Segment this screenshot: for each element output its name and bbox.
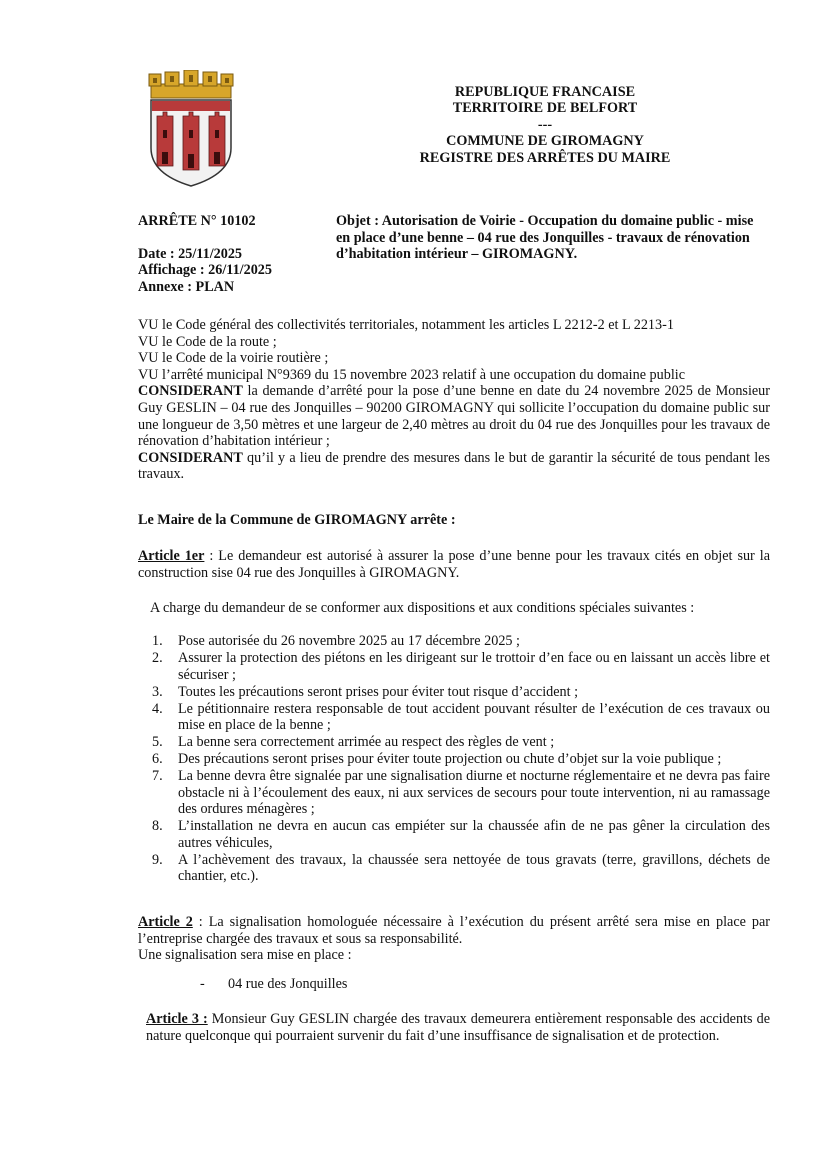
vu-arrete-municipal: VU l’arrêté municipal N°9369 du 15 novembre 2023 relatif à une occupation du domaine public — [138, 366, 686, 383]
arrete-meta — [138, 213, 272, 295]
list-item: 7. La benne devra être signalée par une signalisation diurne et nocturne réglementaire et ne devra pas faire obstacle ni à l’écoulement des eaux, ni aux services de secours pour toute intervention, ni au ramassage des ordures ménagères ; — [152, 768, 770, 818]
considerant-label: CONSIDERANT — [138, 383, 243, 400]
considerant-demande-text: la demande d’arrêté pour la pose d’une benne en date du 24 novembre 2025 de Monsieur Guy GESLIN – 04 rue des Jonquilles – 90200 GIROMAGNY qui sollicite l’occupation du domaine public sur une longueur de 3,50 mètres et une largeur de 2,40 mètres au droit du 04 rue des Jonquilles pour les travaux de rénovation d’habitation intérieur ; — [138, 383, 770, 450]
list-item: 4. Le pétitionnaire restera responsable de tout accident pouvant résulter de l’exécution de ces travaux ou mise en place de la benne ; — [152, 700, 770, 734]
location-text: 04 rue des Jonquilles — [228, 976, 348, 992]
header-territoire: TERRITOIRE DE BELFORT — [452, 100, 638, 117]
list-item: 8. L’installation ne devra en aucun cas empiéter sur la chaussée afin de ne pas gêner la circulation des autres véhicules, — [152, 818, 770, 851]
objet-text: Autorisation de Voirie - Occupation du domaine public - mise en place d’une benne – 04 rue des Jonquilles - travaux de rénovation d’habitation intérieur – GIROMAGNY. — [336, 213, 754, 263]
arrete-affichage: Affichage : 26/11/2025 — [138, 262, 272, 279]
list-item: 1. Pose autorisée du 26 novembre 2025 au 17 décembre 2025 ; — [152, 633, 520, 649]
considerant-label: CONSIDERANT — [138, 449, 243, 466]
header-republique: REPUBLIQUE FRANCAISE — [454, 84, 636, 100]
document-header — [395, 84, 695, 166]
considerant-securite — [138, 450, 770, 483]
list-item: 9. A l’achèvement des travaux, la chaussée sera nettoyée de tous gravats (terre, gravillons, déchets de chantier, etc.). — [152, 851, 770, 885]
article-1 — [138, 548, 770, 581]
considerant-securite-text: qu’il y a lieu de prendre des mesures dans le but de garantir la sécurité de tous pendant les travaux. — [138, 449, 770, 483]
article-3-label: Article 3 : — [146, 1011, 208, 1027]
signalisation-location — [200, 976, 347, 993]
article-1-label: Article 1er — [138, 548, 205, 564]
dash-bullet: - — [200, 976, 205, 992]
arrete-annexe: Annexe : PLAN — [138, 278, 235, 295]
conditions-intro: A charge du demandeur de se conformer aux dispositions et aux conditions spéciales suivantes : — [150, 600, 695, 616]
article-1-text: : Le demandeur est autorisé à assurer la pose d’une benne pour les travaux cités en objet sur la construction sise 04 rue des Jonquilles à GIROMAGNY. — [138, 548, 770, 581]
article-2 — [138, 914, 770, 964]
vu-code-route: VU le Code de la route ; — [138, 333, 277, 350]
vu-code-voirie: VU le Code de la voirie routière ; — [138, 350, 329, 367]
article-3-text: Monsieur Guy GESLIN chargée des travaux demeurera entièrement responsable des accidents de nature quelconque qui pourraient survenir du fait d’une insuffisance de signalisation et de protection. — [146, 1011, 770, 1044]
header-separator: --- — [537, 116, 553, 133]
header-commune: COMMUNE DE GIROMAGNY — [446, 133, 644, 150]
conditions-list — [148, 633, 770, 885]
article-2-signalisation: Une signalisation sera mise en place : — [138, 947, 352, 964]
maire-arrete-heading: Le Maire de la Commune de GIROMAGNY arrête : — [138, 512, 456, 528]
article-2-label: Article 2 — [138, 914, 193, 930]
article-2-text: : La signalisation homologuée nécessaire à l’exécution du présent arrêté sera mise en place par l’entreprise chargée des travaux et sous sa responsabilité. — [138, 914, 770, 947]
vu-cgct: VU le Code général des collectivités territoriales, notamment les articles L 2212-2 et L 2213-1 — [138, 317, 674, 333]
considerant-demande — [138, 383, 770, 449]
objet-label: Objet : — [336, 213, 379, 229]
article-3 — [146, 1011, 770, 1044]
giromagny-coat-of-arms — [143, 70, 239, 188]
arrete-objet — [336, 213, 766, 263]
arrete-number: ARRÊTE N° 10102 — [138, 213, 256, 229]
arrete-date: Date : 25/11/2025 — [138, 245, 243, 262]
list-item: 2. Assurer la protection des piétons en les dirigeant sur le trottoir d’en face ou en laissant un accès libre et sécuriser ; — [152, 649, 770, 683]
header-registre: REGISTRE DES ARRÊTES DU MAIRE — [419, 149, 671, 166]
considerants-block — [138, 317, 770, 483]
list-item: 3. Toutes les précautions seront prises pour éviter tout risque d’accident ; — [152, 683, 579, 700]
list-item: 6. Des précautions seront prises pour éviter toute projection ou chute d’objet sur la voie publique ; — [152, 751, 722, 768]
list-item: 5. La benne sera correctement arrimée au respect des règles de vent ; — [152, 734, 555, 751]
